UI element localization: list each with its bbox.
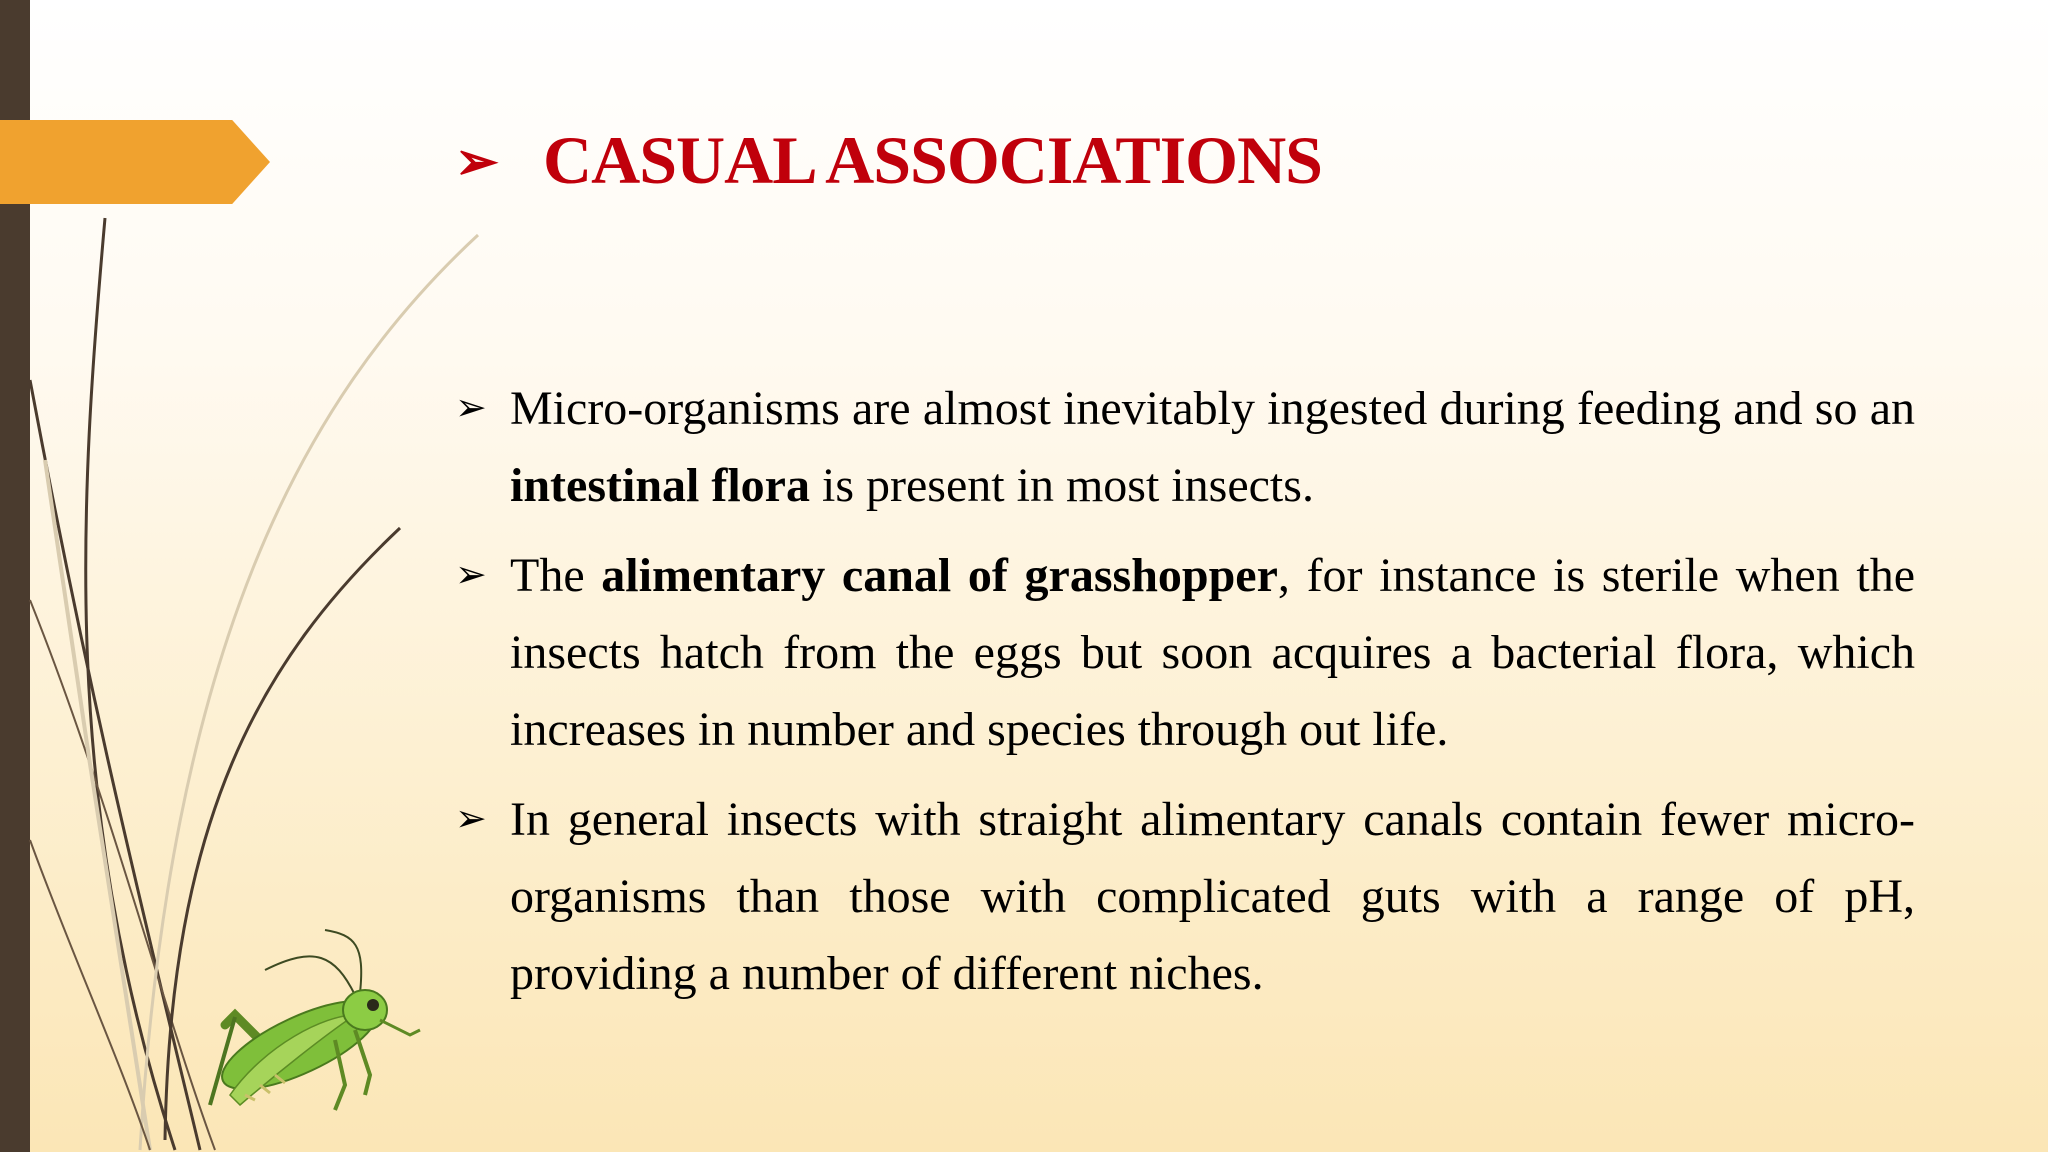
arrow-bullet-icon: ➢ xyxy=(455,798,487,840)
bullet-bold-text: intestinal flora xyxy=(510,459,810,512)
arrow-bullet-icon: ➢ xyxy=(455,387,487,429)
bullet-text: In general insects with straight alimentary canals contain fewer micro-organisms than those with complicated guts with a range of pH, providing a number of different niches. xyxy=(510,793,1915,1000)
bullet-item xyxy=(455,537,1915,768)
grasshopper-icon xyxy=(205,925,445,1135)
stem-line xyxy=(30,600,215,1150)
bullet-bold-text: alimentary canal of grasshopper xyxy=(601,549,1278,602)
bullet-text: The xyxy=(510,549,602,602)
stem-line xyxy=(30,380,200,1150)
bullet-text: Micro-organisms are almost inevitably ingested during feeding and so an xyxy=(510,382,1915,435)
stem-line xyxy=(86,218,175,1150)
stem-line xyxy=(45,460,150,1150)
bullet-text: is present in most insects. xyxy=(809,459,1314,512)
arrow-bullet-icon: ➢ xyxy=(455,134,498,191)
slide-title xyxy=(455,118,1322,205)
bullet-item xyxy=(455,781,1915,1012)
bullet-text: , for instance is sterile when the insects hatch from the eggs but soon acquires a bacterial flora, which increases in number and species through out life. xyxy=(510,549,1916,756)
slide-title-text: CASUAL ASSOCIATIONS xyxy=(543,122,1323,198)
bullet-list xyxy=(455,370,1915,1025)
bullet-item xyxy=(455,370,1915,524)
arrow-bullet-icon: ➢ xyxy=(455,554,487,596)
